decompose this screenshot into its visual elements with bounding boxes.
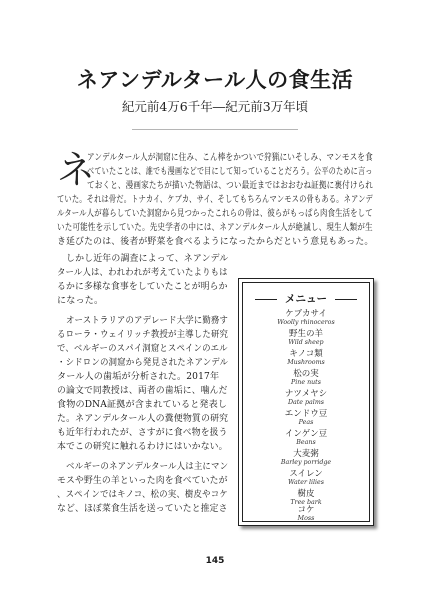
menu-item (243, 505, 369, 523)
menu-item (243, 369, 369, 387)
menu-item-japanese: ナツメヤシ (284, 389, 328, 399)
menu-item (243, 409, 369, 427)
menu-item-japanese: キノコ類 (289, 349, 323, 359)
menu-item (243, 309, 369, 327)
menu-item-english: Moss (297, 515, 315, 522)
menu-rule-right (335, 299, 357, 300)
text-line: ベルギーのネアンデルタール人は主にマン (66, 462, 229, 472)
text-line: 、スペインではキノコ、松の実、樹皮やコケ (57, 490, 228, 500)
menu-item-japanese: 大麦粥 (293, 449, 319, 459)
menu-header (243, 292, 369, 306)
text-line: るかに多様な食事をしていたことが明らか (57, 282, 228, 292)
text-line: いた可能性を示していた。先史学者の中には、ネアンデルタール人が絶滅し、現生人類が生 (57, 223, 373, 233)
menu-item-japanese: スイレン (289, 469, 323, 479)
menu-item-english: Barley porridge (280, 459, 332, 466)
text-line: しかし近年の調査によって、ネアンデル (66, 254, 229, 264)
text-line: るローラ・ウェイリッチ教授が主導した研究 (57, 330, 229, 340)
menu-box (238, 278, 374, 526)
text-line: の論文で同教授は、両者の歯垢に、噛んだ (57, 386, 228, 396)
menu-title: メニュー (285, 293, 327, 305)
title-divider (132, 129, 298, 130)
text-line: き延びたのは、後者が野菜を食べるようになったからだという意見もあった。 (57, 237, 374, 247)
text-line: ・シドロンの洞窟から発見されたネアンデル (57, 358, 229, 368)
text-line: ていた。それは骨だ。トナカイ、ケブカ、サイ、そしてもちろんマンモスの骨もある。ネアンデ (57, 195, 373, 205)
menu-item-japanese: ケブカサイ (285, 309, 327, 319)
menu-item (243, 349, 369, 367)
text-line: タール人の歯垢が分析された。2017年 (57, 372, 220, 382)
menu-item-english: Mushrooms (287, 359, 325, 366)
menu-item-japanese: 野生の羊 (288, 329, 323, 339)
page-number: 145 (205, 556, 225, 566)
menu-item-english: Tree bark (290, 499, 322, 506)
menu-item-english: Water lilies (288, 479, 324, 486)
menu-inner-frame (242, 282, 370, 522)
drop-cap: ネ (57, 148, 96, 192)
menu-item-english: Peas (298, 419, 314, 426)
menu-item-english: Wild sheep (288, 339, 324, 346)
page-subtitle: 紀元前4万6千年―紀元前3万年頃 (121, 99, 309, 114)
text-line: で、ベルギーのスパイ洞窟とスペインのエル (57, 344, 228, 354)
text-line: ルタール人が暮らしていた洞窟から見つかったこれらの骨は、彼らがもっぱら肉食生活をして (57, 209, 373, 219)
menu-item-japanese: 樹皮 (297, 489, 315, 499)
menu-item-english: Date palms (287, 399, 325, 406)
menu-item-english: Woolly rhinoceros (277, 319, 335, 326)
menu-item (243, 449, 369, 467)
text-line: になった。 (57, 296, 104, 306)
menu-item-japanese: インゲン豆 (284, 429, 328, 439)
text-line: アンデルタール人が洞窟に住み、こん棒をかついで狩猟にいそしみ、マンモスを食 (87, 153, 373, 163)
text-line: ておくと、漫画家たちが描いた物語は、つい最近まではおおむね証拠に裏付けられ (87, 181, 374, 191)
menu-item-japanese: コケ (297, 505, 315, 515)
menu-item-english: Beans (296, 439, 316, 446)
text-line: 食物のDNA証拠が含まれていると発表し (57, 400, 228, 410)
text-line: 本でこの研究に触れるわけにはいかない。 (57, 442, 228, 452)
menu-item (243, 389, 369, 407)
text-line: オーストラリアのアデレード大学に勤務す (66, 316, 228, 326)
page-title: ネアンデルタール人の食生活 (76, 68, 354, 92)
menu-item-japanese: 松の実 (293, 369, 319, 379)
text-line: タール人は、われわれが考えていたよりもは (57, 268, 228, 278)
menu-item-english: Pine nuts (291, 379, 321, 386)
menu-item (243, 429, 369, 447)
menu-item (243, 469, 369, 487)
menu-item-japanese: エンドウ豆 (284, 409, 328, 419)
text-line: た。ネアンデルタール人の糞便物質の研究 (57, 414, 229, 424)
text-line: べていたことは、誰でも漫画などで目にして知っていることだろう。公平のために言っ (87, 167, 373, 177)
text-line: モスや野生の羊といった肉を食べていたが (57, 476, 228, 486)
menu-item (243, 329, 369, 347)
text-line: も近年行われたが、さすがに食べ物を扱う (57, 428, 228, 438)
text-line: など、ほぼ菜食生活を送っていたと推定さ (57, 504, 228, 514)
